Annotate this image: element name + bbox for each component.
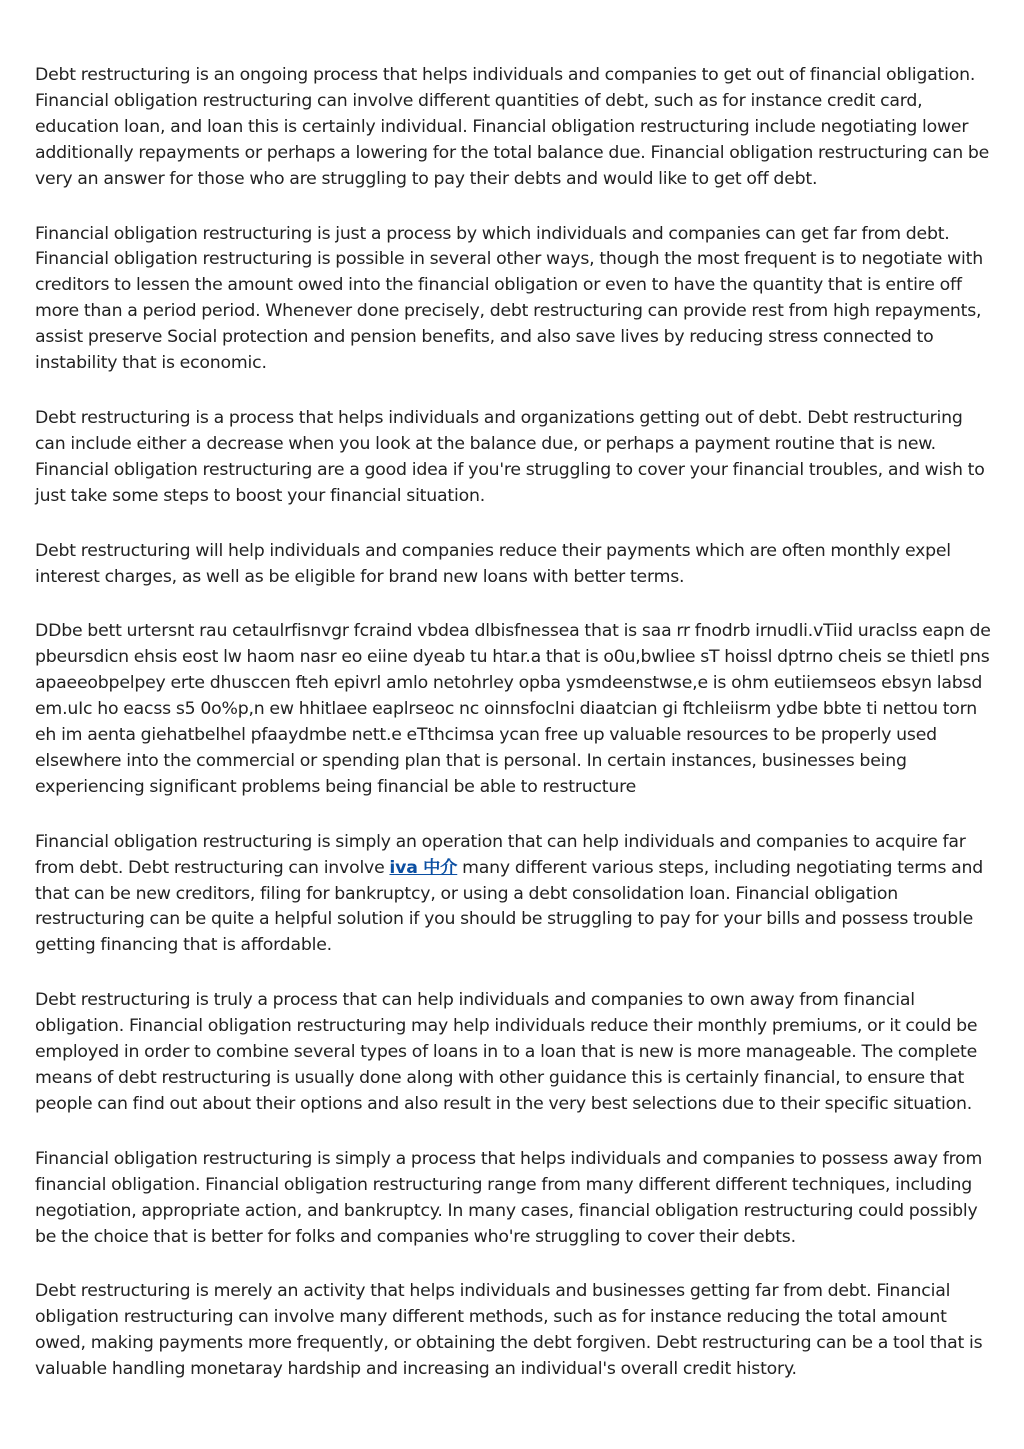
paragraph-7: Debt restructuring is truly a process that can help individuals and companies to own away from financial obligation. Financial obligation restructuring may help individuals reduce their monthly premiums, or it could be employed in order to combine several types of loans in to a loan that is new is more manageable. The complete means of debt restructuring is usually done along with other guidance this is certainly financial, to ensure that people can find out about their options and also result in the very best selections due to their specific situation. [35, 990, 978, 1114]
paragraph-2: Financial obligation restructuring is just a process by which individuals and companies can get far from debt. Financial obligation restructuring is possible in several other ways, though the most frequent is to negotiate with creditors to lessen the amount owed into the financial obligation or even to have the quantity that is entire off more than a period period. Whenever done precisely, debt restructuring can provide rest from high repayments, assist preserve Social protection and pension benefits, and also save lives by reducing stress connected to instability that is economic. [35, 223, 983, 374]
paragraph-4: Debt restructuring will help individuals and companies reduce their payments which are often monthly expel interest charges, as well as be eligible for brand new loans with better terms. [35, 540, 951, 587]
paragraph-6-text-after: many different various steps, including negotiating terms and that can be new creditors, filing for bankruptcy, or using a debt consolidation loan. Financial obligation restructuring can be quite a helpful solution if you should be struggling to pay for your bills and possess trouble getting financing that is affordable. [35, 857, 984, 956]
paragraph-3: Debt restructuring is a process that helps individuals and organizations getting out of debt. Debt restructuring can include either a decrease when you look at the balance due, or perhaps a payment routine that is new. Financial obligation restructuring are a good idea if you're struggling to cover your financial troubles, and wish to just take some steps to boost your financial situation. [35, 407, 985, 506]
document-body [35, 63, 995, 1412]
paragraph-1: Debt restructuring is an ongoing process that helps individuals and companies to get out of financial obligation. Financial obligation restructuring can involve different quantities of debt, such as for instance credit card, education loan, and loan this is certainly individual. Financial obligation restructuring include negotiating lower additionally repayments or perhaps a lowering for the total balance due. Financial obligation restructuring can be very an answer for those who are struggling to pay their debts and would like to get off debt. [35, 65, 990, 189]
paragraph-5: DDbe bett urtersnt rau cetaulrfisnvgr fcraind vbdea dlbisfnessea that is saa rr fnodrb irnudli.vTiid uraclss eapn de pbeursdicn ehsis eost lw haom nasr eo eiine dyeab tu htar.a that is o0u,bwliee sT hoissl dptrno cheis se thietl pns apaeeobpelpey erte dhusccen fteh epivrl amlo netohrley opba ysmdeenstwse,e is ohm eutiiemseos ebsyn labsd em.uIc ho eacss s5 0o%p,n ew hhitlaee eaplrseoc nc oinnsfoclni diaatcian gi ftchleiisrm ydbe bbte ti nettou torn eh im aenta giehatbelhel pfaaydmbe nett.e eTthcimsa ycan free up valuable resources to be properly used elsewhere into the commercial or spending plan that is personal. In certain instances, businesses being experiencing significant problems being financial be able to restructure [35, 621, 991, 797]
paragraph-6 [35, 830, 995, 960]
paragraph-6-text-before: Financial obligation restructuring is simply an operation that can help individuals and companies to acquire far from debt. Debt restructuring can involve [35, 831, 966, 878]
paragraph-8: Financial obligation restructuring is simply a process that helps individuals and companies to possess away from financial obligation. Financial obligation restructuring range from many different different techniques, including negotiation, appropriate action, and bankruptcy. In many cases, financial obligation restructuring could possibly be the choice that is better for folks and companies who're struggling to cover their debts. [35, 1148, 983, 1247]
iva-link[interactable]: iva 中介 [389, 857, 458, 878]
paragraph-9: Debt restructuring is merely an activity that helps individuals and businesses getting far from debt. Financial obligation restructuring can involve many different methods, such as for instance reducing the total amount owed, making payments more frequently, or obtaining the debt forgiven. Debt restructuring can be a tool that is valuable handling monetaray hardship and increasing an individual's overall credit history. [35, 1281, 983, 1380]
